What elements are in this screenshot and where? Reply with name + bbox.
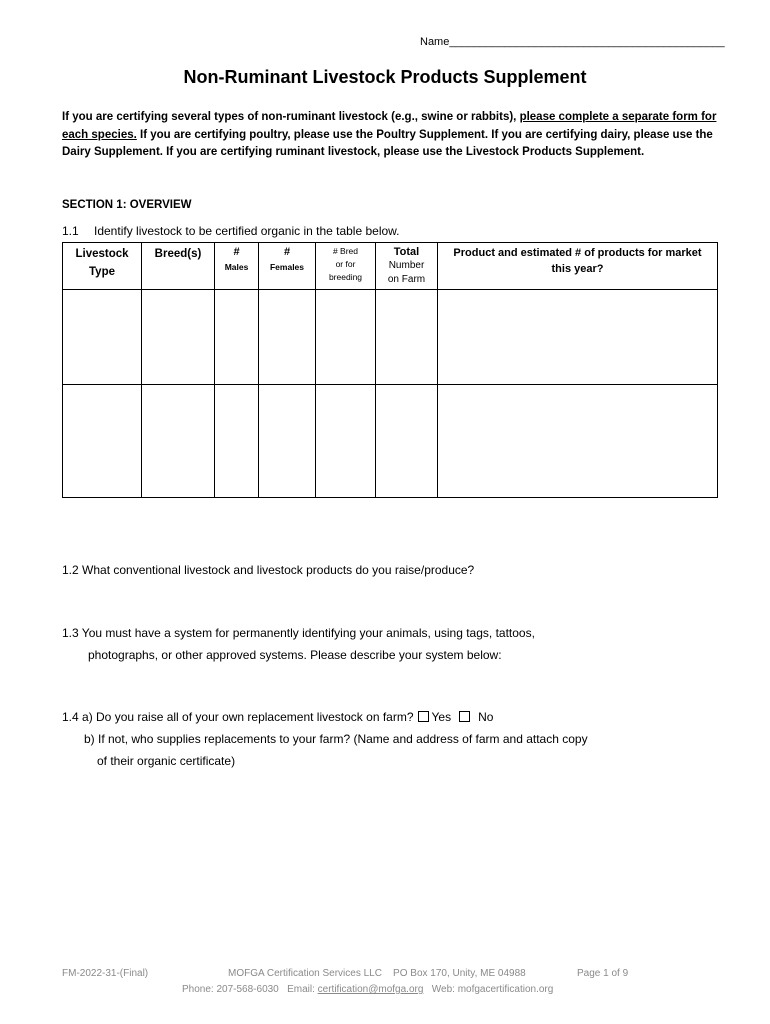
footer-page-number: Page 1 of 9 bbox=[577, 968, 629, 979]
name-field[interactable]: Name_____________________________________________ bbox=[420, 36, 725, 48]
cell-males[interactable] bbox=[215, 385, 259, 498]
cell-product[interactable] bbox=[438, 290, 718, 385]
no-checkbox[interactable] bbox=[459, 711, 470, 722]
no-label: No bbox=[478, 710, 494, 724]
question-1-3-line2: photographs, or other approved systems. Please describe your system below: bbox=[88, 648, 502, 662]
question-1-4-line1 bbox=[62, 706, 588, 728]
yes-label: Yes bbox=[431, 710, 452, 724]
header-bred-line1: # Bred bbox=[332, 246, 359, 256]
header-product-label: Product and estimated # of products for market this year? bbox=[453, 247, 702, 275]
question-1-4b-line1: b) If not, who supplies replacements to your farm? (Name and address of farm and attach copy bbox=[84, 732, 588, 746]
header-females bbox=[259, 243, 316, 290]
question-1-2: 1.2 What conventional livestock and livestock products do you raise/produce? bbox=[62, 563, 475, 577]
cell-breed[interactable] bbox=[142, 290, 215, 385]
header-females-hash: # bbox=[283, 246, 291, 258]
question-1-3 bbox=[62, 622, 535, 666]
header-bred-line3: breeding bbox=[328, 272, 363, 282]
cell-bred[interactable] bbox=[316, 385, 376, 498]
intro-text-2: If you are certifying poultry, please use the Poultry Supplement. If you are certifying dairy, please use the Dairy Supplement. If you are certifying ruminant livestock, please use the Livestock Products Supplement. bbox=[62, 128, 713, 158]
header-total-line3: on Farm bbox=[387, 274, 426, 285]
cell-females[interactable] bbox=[259, 385, 316, 498]
section-heading: SECTION 1: OVERVIEW bbox=[62, 199, 192, 211]
header-product bbox=[438, 243, 718, 290]
table-row bbox=[63, 290, 718, 385]
question-1-1 bbox=[62, 224, 400, 238]
header-males-hash: # bbox=[233, 246, 240, 258]
footer-org: MOFGA Certification Services LLC PO Box 170, Unity, ME 04988 bbox=[228, 968, 526, 979]
header-bred bbox=[316, 243, 376, 290]
header-livestock-type-label: Livestock Type bbox=[75, 248, 129, 278]
header-females-label: Females bbox=[269, 262, 305, 272]
question-number: 1.1 bbox=[62, 224, 79, 238]
header-total-label: Total bbox=[393, 246, 420, 258]
footer-web: Web: mofgacertification.org bbox=[423, 984, 554, 995]
cell-total[interactable] bbox=[376, 290, 438, 385]
footer-email-link[interactable]: certification@mofga.org bbox=[317, 984, 424, 995]
question-1-4b-line2: of their organic certificate) bbox=[97, 754, 236, 768]
cell-livestock-type[interactable] bbox=[63, 385, 142, 498]
intro-text: If you are certifying several types of non-ruminant livestock (e.g., swine or rabbits), bbox=[62, 111, 520, 123]
footer-phone: Phone: 207-568-6030 Email: bbox=[182, 984, 318, 995]
question-1-4a-text: 1.4 a) Do you raise all of your own replacement livestock on farm? bbox=[62, 710, 414, 724]
table-header-row bbox=[63, 243, 718, 290]
footer-form-id: FM-2022-31-(Final) bbox=[62, 968, 149, 979]
header-total-line2: Number bbox=[388, 260, 425, 271]
header-total bbox=[376, 243, 438, 290]
table-row bbox=[63, 385, 718, 498]
cell-breed[interactable] bbox=[142, 385, 215, 498]
cell-females[interactable] bbox=[259, 290, 316, 385]
header-livestock-type bbox=[63, 243, 142, 290]
intro-paragraph bbox=[62, 109, 722, 162]
intro-underlined: please complete a separate form for each species. bbox=[62, 111, 717, 141]
header-breed-label: Breed(s) bbox=[154, 248, 202, 260]
livestock-table bbox=[62, 242, 718, 498]
header-males-label: Males bbox=[224, 262, 249, 272]
page-title: Non-Ruminant Livestock Products Supplement bbox=[183, 67, 587, 87]
question-1-4 bbox=[62, 706, 588, 772]
cell-total[interactable] bbox=[376, 385, 438, 498]
header-males bbox=[215, 243, 259, 290]
cell-product[interactable] bbox=[438, 385, 718, 498]
footer-contact bbox=[182, 984, 553, 995]
cell-males[interactable] bbox=[215, 290, 259, 385]
header-breed bbox=[142, 243, 215, 290]
question-1-3-line1: 1.3 You must have a system for permanently identifying your animals, using tags, tattoos, bbox=[62, 626, 535, 640]
cell-livestock-type[interactable] bbox=[63, 290, 142, 385]
yes-checkbox[interactable] bbox=[418, 711, 429, 722]
cell-bred[interactable] bbox=[316, 290, 376, 385]
header-bred-line2: or for bbox=[335, 259, 356, 269]
question-text: Identify livestock to be certified organic in the table below. bbox=[94, 224, 400, 238]
